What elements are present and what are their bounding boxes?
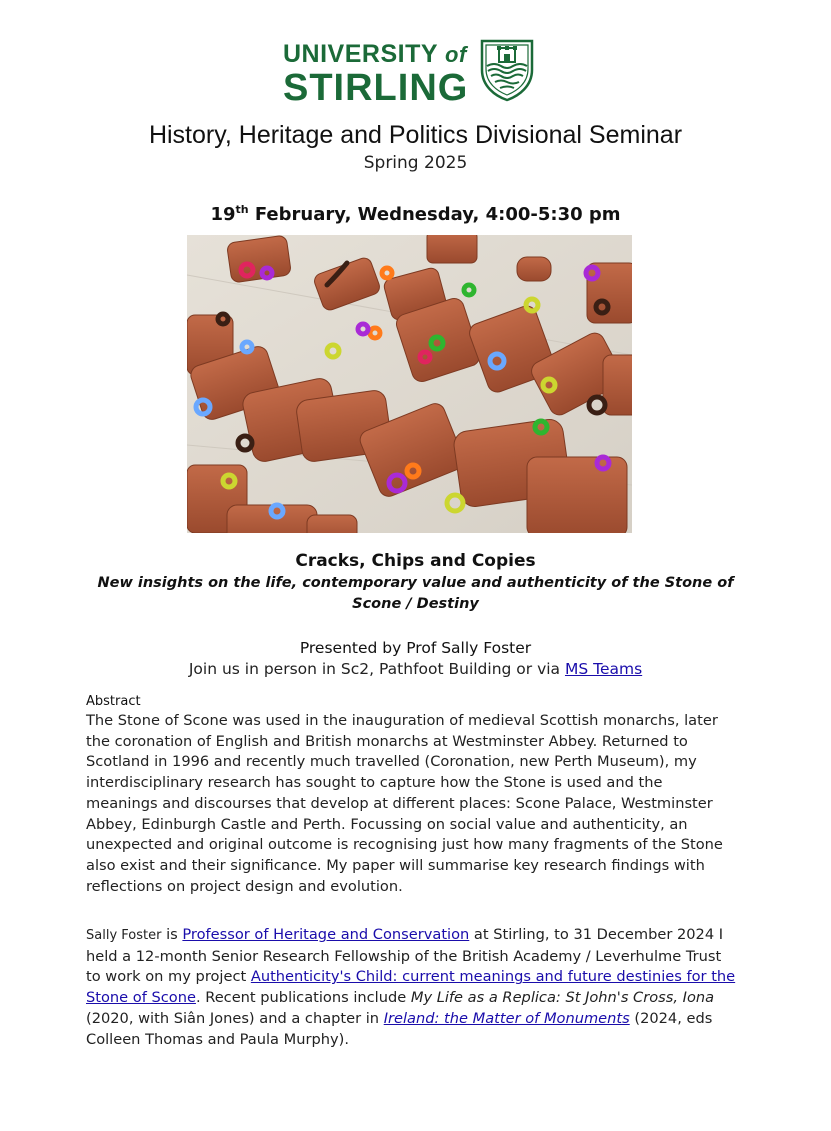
bio-name: Sally Foster — [86, 928, 162, 943]
venue — [0, 660, 831, 678]
bio-text-2: at Stirling, to 31 December 2024 I held a 12-month Senior Research Fellowship of the British Academy / Leverhulme Trust to work on my project — [86, 926, 724, 986]
project-link[interactable]: Authenticity's Child: current meanings and future destinies for the Stone of Scone — [86, 968, 736, 1007]
seminar-title: History, Heritage and Politics Divisional Seminar — [148, 121, 683, 149]
abstract-label: Abstract — [86, 694, 141, 709]
event-day-suffix: th — [235, 203, 249, 216]
logo-of: of — [445, 42, 467, 67]
talk-title: Cracks, Chips and Copies — [295, 551, 536, 571]
event-day: 19 — [210, 204, 236, 225]
chapter-link[interactable] — [384, 1010, 630, 1027]
university-logo — [283, 38, 553, 109]
ms-teams-link[interactable]: MS Teams — [564, 660, 643, 678]
chapter-title: Ireland: the Matter of Monuments — [383, 1009, 630, 1027]
bio-text-4: (2020, with Siân Jones) and a chapter in — [86, 1009, 384, 1027]
event-date — [0, 203, 831, 225]
bio-text-5: (2024, eds Colleen Thomas and Paula Murphy). — [86, 1009, 713, 1048]
clay-stone-models-photo — [187, 235, 632, 533]
abstract-body: The Stone of Scone was used in the inauguration of medieval Scottish monarchs, later the coronation of English and British monarchs at Westminster Abbey. Returned to Scotland in 1996 and recently much travelled (Coronation, new Perth Museum), my interdisciplinary research has sought to capture how the Stone is used and the meanings and discourses that develop at different places: Scone Palace, Westminster Abbey, Edinburgh Castle and Perth. Focussing on social value and authenticity, an unexpected and original outcome is recognising just how many fragments of the Stone also exist and their significance. My paper will summarise key research findings with reflections on project design and evolution. — [86, 712, 723, 895]
event-date-rest: February, Wednesday, 4:00-5:30 pm — [248, 204, 621, 225]
talk-subtitle: New insights on the life, contemporary value and authenticity of the Stone of Scone / Destiny — [97, 575, 734, 612]
photo-illustration — [187, 235, 632, 533]
speaker-bio — [86, 925, 736, 1050]
book-title: My Life as a Replica: St John's Cross, Iona — [410, 989, 715, 1007]
seminar-term: Spring 2025 — [363, 153, 468, 173]
bio-text-1: is — [161, 926, 183, 943]
logo-university: UNIVERSITY — [283, 40, 438, 68]
venue-text: Join us in person in Sc2, Pathfoot Building or via — [188, 660, 565, 678]
logo-stirling: STIRLING — [283, 67, 469, 109]
professor-title-link[interactable]: Professor of Heritage and Conservation — [182, 926, 470, 943]
presenter: Presented by Prof Sally Foster — [299, 639, 532, 657]
university-crest-icon — [479, 38, 535, 102]
bio-text-3: . Recent publications include — [195, 989, 411, 1007]
